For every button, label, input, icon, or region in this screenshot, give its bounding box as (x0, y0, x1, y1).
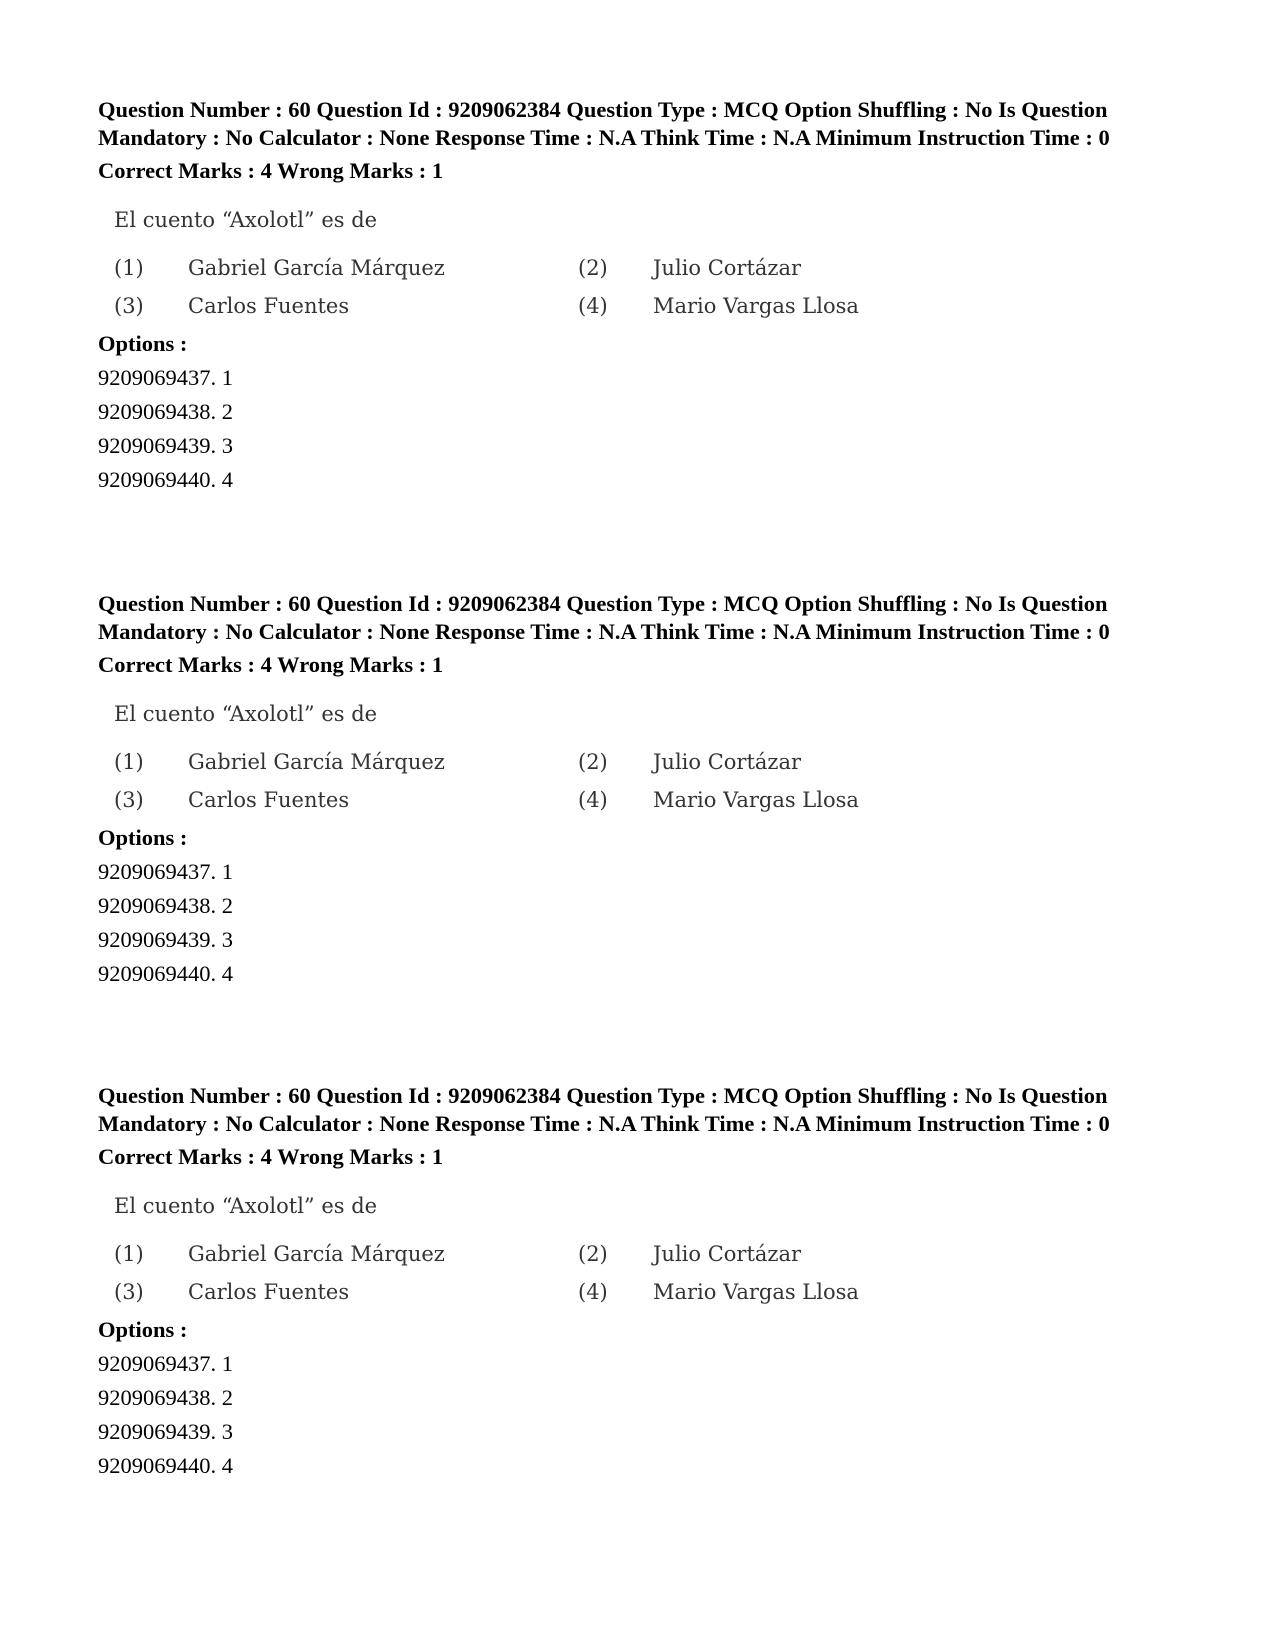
question-content (98, 196, 1198, 324)
choice-text: Carlos Fuentes (188, 788, 350, 812)
choice-number: (1) (114, 750, 144, 774)
question-header: Question Number : 60 Question Id : 9209062384 Question Type : MCQ Option Shuffling : No Is Question Mandatory : No Calculator : None Response Time : N.A Think Time : N.A Minimum Instruction Time : 0 (98, 1083, 1110, 1136)
options-list (98, 361, 1198, 497)
question-header: Question Number : 60 Question Id : 9209062384 Question Type : MCQ Option Shuffling : No Is Question Mandatory : No Calculator : None Response Time : N.A Think Time : N.A Minimum Instruction Time : 0 (98, 97, 1110, 150)
option-item: 9209069439. 3 (98, 1419, 233, 1444)
choice-text: Mario Vargas Llosa (653, 788, 859, 812)
option-item: 9209069439. 3 (98, 433, 233, 458)
choice-number: (2) (578, 750, 608, 774)
choice-number: (4) (578, 1280, 608, 1304)
choice-text: Mario Vargas Llosa (653, 1280, 859, 1304)
question-stem: El cuento “Axolotl” es de (114, 702, 378, 726)
question-content (98, 1182, 1198, 1310)
option-item: 9209069440. 4 (98, 1453, 233, 1478)
choice-number: (1) (114, 256, 144, 280)
choice-text: Carlos Fuentes (188, 294, 350, 318)
choice-text: Julio Cortázar (653, 750, 802, 774)
choice-text: Carlos Fuentes (188, 1280, 350, 1304)
choice-number: (2) (578, 1242, 608, 1266)
question-stem: El cuento “Axolotl” es de (114, 208, 378, 232)
choice-number: (3) (114, 294, 144, 318)
choice-text: Gabriel García Márquez (188, 256, 445, 280)
options-label: Options : (98, 825, 188, 850)
option-item: 9209069437. 1 (98, 1351, 233, 1376)
option-item: 9209069440. 4 (98, 467, 233, 492)
choice-text: Gabriel García Márquez (188, 750, 445, 774)
question-content (98, 690, 1198, 818)
option-item: 9209069439. 3 (98, 927, 233, 952)
option-item: 9209069438. 2 (98, 1385, 233, 1410)
choice-number: (2) (578, 256, 608, 280)
choice-text: Gabriel García Márquez (188, 1242, 445, 1266)
choice-text: Mario Vargas Llosa (653, 294, 859, 318)
options-label: Options : (98, 1317, 188, 1342)
question-marks: Correct Marks : 4 Wrong Marks : 1 (98, 1144, 444, 1169)
question-marks: Correct Marks : 4 Wrong Marks : 1 (98, 652, 444, 677)
option-item: 9209069437. 1 (98, 365, 233, 390)
question-block (98, 1082, 1198, 1483)
option-item: 9209069437. 1 (98, 859, 233, 884)
options-list (98, 1347, 1198, 1483)
question-stem: El cuento “Axolotl” es de (114, 1194, 378, 1218)
choice-number: (3) (114, 1280, 144, 1304)
question-marks: Correct Marks : 4 Wrong Marks : 1 (98, 158, 444, 183)
choice-number: (3) (114, 788, 144, 812)
choice-number: (4) (578, 294, 608, 318)
question-block (98, 96, 1198, 497)
question-header: Question Number : 60 Question Id : 9209062384 Question Type : MCQ Option Shuffling : No Is Question Mandatory : No Calculator : None Response Time : N.A Think Time : N.A Minimum Instruction Time : 0 (98, 591, 1110, 644)
option-item: 9209069438. 2 (98, 893, 233, 918)
question-block (98, 590, 1198, 991)
choice-text: Julio Cortázar (653, 1242, 802, 1266)
choice-number: (1) (114, 1242, 144, 1266)
options-list (98, 855, 1198, 991)
choice-number: (4) (578, 788, 608, 812)
choice-text: Julio Cortázar (653, 256, 802, 280)
options-label: Options : (98, 331, 188, 356)
option-item: 9209069440. 4 (98, 961, 233, 986)
option-item: 9209069438. 2 (98, 399, 233, 424)
